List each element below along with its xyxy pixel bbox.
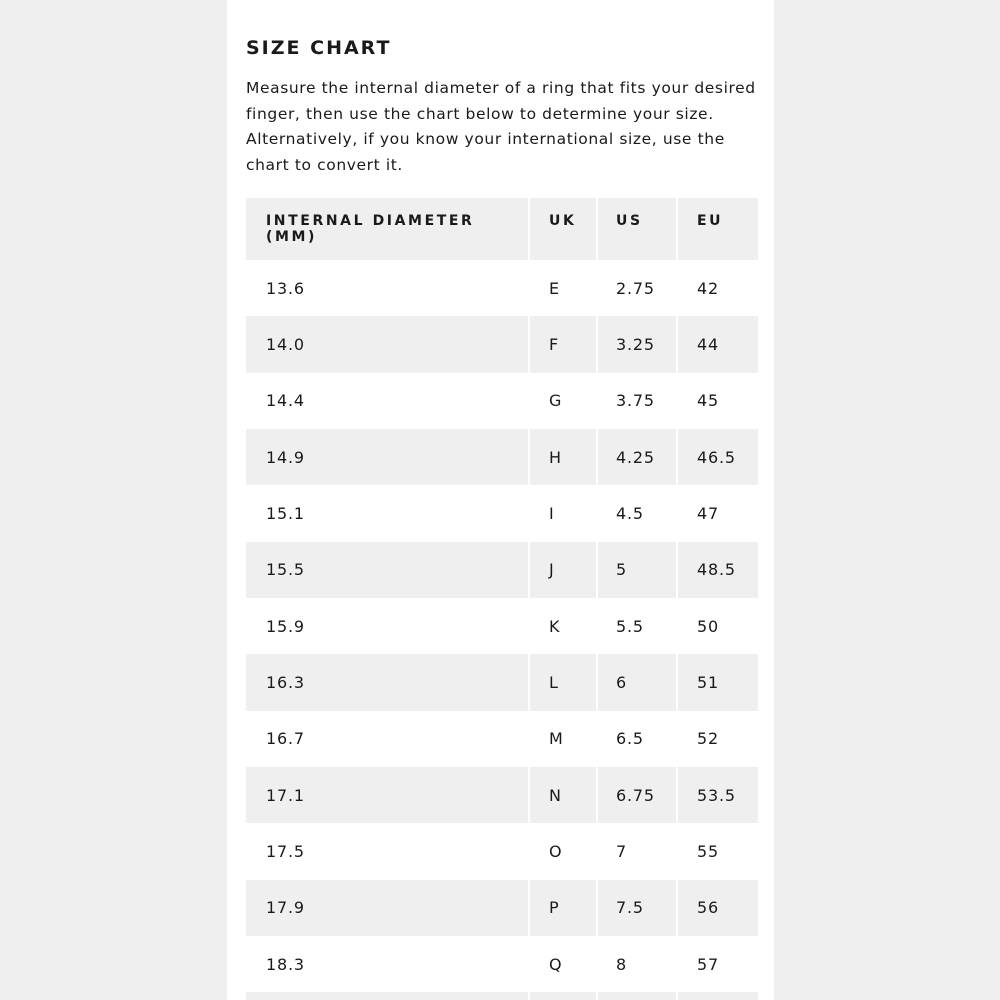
- table-row: [246, 711, 758, 767]
- table-row: [246, 767, 758, 823]
- eu-size-cell: 56: [678, 880, 758, 936]
- us-size-cell: 7: [616, 841, 627, 861]
- uk-size-cell: M: [549, 729, 564, 749]
- column-header-us: US: [598, 198, 676, 260]
- uk-size-cell: Q: [549, 954, 563, 974]
- us-size-cell: 4.5: [616, 503, 644, 523]
- us-size-cell: 5: [598, 542, 676, 598]
- table-row: [246, 880, 758, 936]
- uk-size-cell: H: [530, 429, 596, 485]
- us-size-cell: 6.75: [598, 767, 676, 823]
- diameter-cell: 14.9: [246, 429, 528, 485]
- page-title: SIZE CHART: [246, 37, 392, 59]
- uk-size-cell: E: [549, 278, 560, 298]
- size-chart-panel: [227, 0, 774, 1000]
- diameter-cell: 17.1: [246, 767, 528, 823]
- diameter-cell: 17.5: [266, 841, 305, 861]
- eu-size-cell: 55: [697, 841, 719, 861]
- uk-size-cell: L: [530, 654, 596, 710]
- eu-size-cell: 48.5: [678, 542, 758, 598]
- uk-size-cell: F: [530, 316, 596, 372]
- eu-size-cell: 46.5: [678, 429, 758, 485]
- uk-size-cell: O: [549, 841, 563, 861]
- us-size-cell: 3.75: [616, 391, 655, 411]
- table-row: [246, 429, 758, 485]
- table-row: [246, 936, 758, 992]
- eu-size-cell: 44: [678, 316, 758, 372]
- uk-size-cell: G: [549, 391, 563, 411]
- size-chart-instructions: Measure the internal diameter of a ring that fits your desired finger, then use the chart below to determine your size. Alternatively, if you know your international size, use the chart to convert it.: [246, 79, 756, 174]
- uk-size-cell: [530, 992, 596, 1000]
- uk-size-cell: I: [549, 503, 555, 523]
- diameter-cell: 15.1: [266, 503, 305, 523]
- size-table: [246, 198, 758, 1000]
- us-size-cell: 7.5: [598, 880, 676, 936]
- eu-size-cell: 51: [678, 654, 758, 710]
- table-row: [246, 542, 758, 598]
- table-row: [246, 260, 758, 316]
- diameter-cell: [246, 992, 528, 1000]
- table-row: [246, 654, 758, 710]
- us-size-cell: 6: [598, 654, 676, 710]
- table-row: [246, 992, 758, 1000]
- column-header-eu: EU: [678, 198, 758, 260]
- diameter-cell: 16.3: [246, 654, 528, 710]
- us-size-cell: [598, 992, 676, 1000]
- diameter-cell: 15.9: [266, 616, 305, 636]
- eu-size-cell: 52: [697, 729, 719, 749]
- table-row: [246, 373, 758, 429]
- diameter-cell: 14.4: [266, 391, 305, 411]
- us-size-cell: 5.5: [616, 616, 644, 636]
- eu-size-cell: 47: [697, 503, 719, 523]
- eu-size-cell: 50: [697, 616, 719, 636]
- diameter-cell: 15.5: [246, 542, 528, 598]
- eu-size-cell: 53.5: [678, 767, 758, 823]
- eu-size-cell: 57: [697, 954, 719, 974]
- diameter-cell: 16.7: [266, 729, 305, 749]
- table-header-row: [246, 198, 758, 260]
- uk-size-cell: P: [530, 880, 596, 936]
- table-row: [246, 823, 758, 879]
- size-table-body: [246, 260, 758, 1000]
- uk-size-cell: K: [549, 616, 561, 636]
- diameter-cell: 14.0: [246, 316, 528, 372]
- us-size-cell: 4.25: [598, 429, 676, 485]
- diameter-cell: 13.6: [266, 278, 305, 298]
- table-row: [246, 485, 758, 541]
- eu-size-cell: 45: [697, 391, 719, 411]
- eu-size-cell: 42: [697, 278, 719, 298]
- column-header-uk: UK: [530, 198, 596, 260]
- diameter-cell: 18.3: [266, 954, 305, 974]
- eu-size-cell: [678, 992, 758, 1000]
- uk-size-cell: J: [530, 542, 596, 598]
- diameter-cell: 17.9: [246, 880, 528, 936]
- us-size-cell: 2.75: [616, 278, 655, 298]
- us-size-cell: 6.5: [616, 729, 644, 749]
- table-row: [246, 598, 758, 654]
- us-size-cell: 3.25: [598, 316, 676, 372]
- table-row: [246, 316, 758, 372]
- uk-size-cell: N: [530, 767, 596, 823]
- us-size-cell: 8: [616, 954, 627, 974]
- column-header-internal-diameter: INTERNAL DIAMETER (MM): [246, 198, 528, 260]
